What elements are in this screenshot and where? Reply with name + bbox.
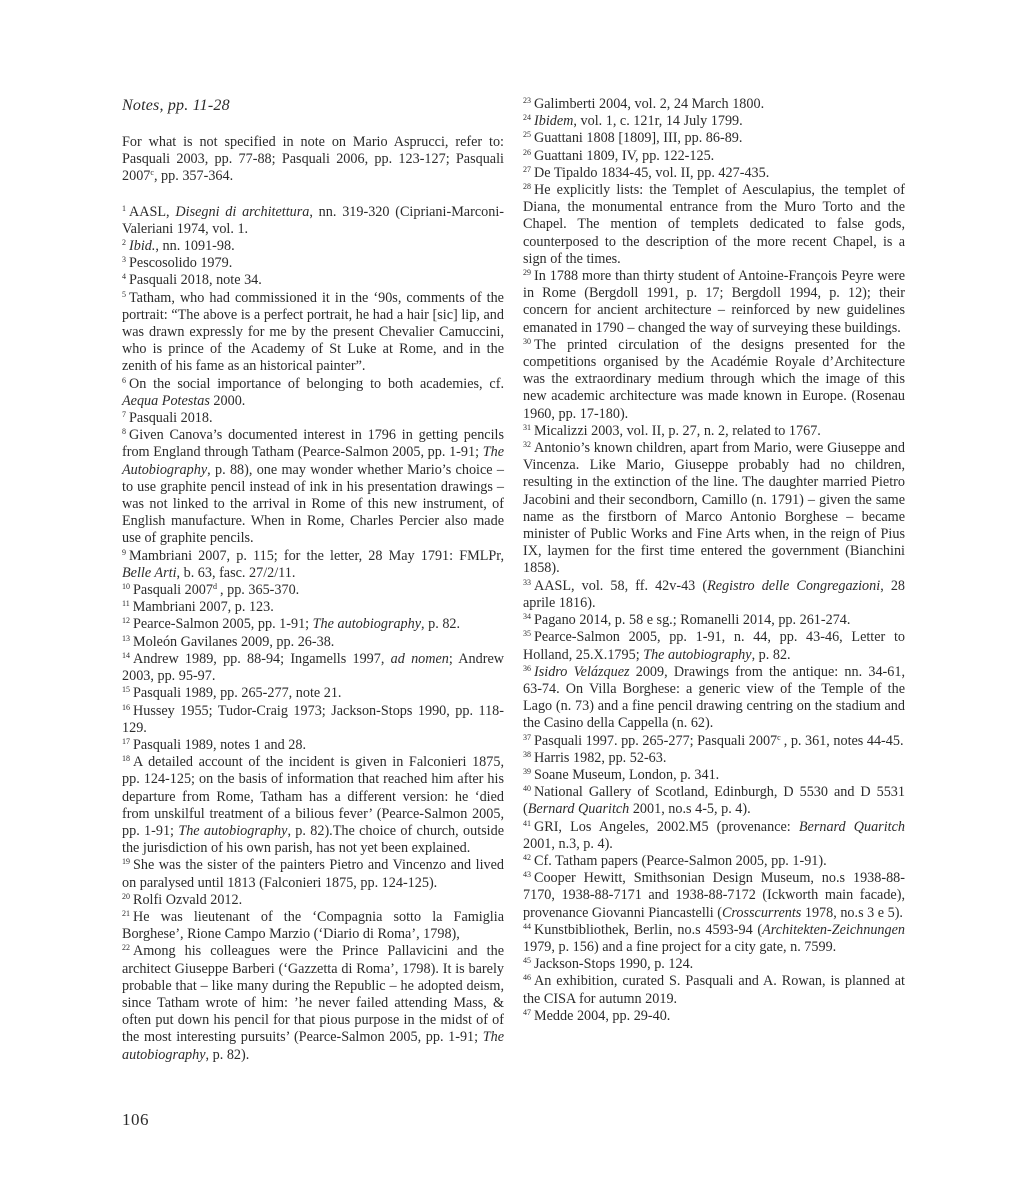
note-text: Given Canova’s documented interest in 1796 in getting pencils from England through Tatham (Pearce-Salmon 2005, pp. 1-91; [122,427,504,461]
note-text: 2001, no.s 4-5, p. 4). [629,801,751,818]
note-text: Pasquali 2018. [129,410,213,427]
note-text: The printed circulation of the designs presented for the competitions organised by the Académie Royale d’Architecture was the extraordinary medium through which the image of this new academic architecture was made known in Europe. (Rosenau 1960, pp. 17-180). [523,336,905,422]
footnote-number: 47 [523,1007,531,1017]
note-text: , p. 88), one may wonder whether Mario’s choice – to use graphite pencil instead of ink in his presentation drawings – was not linked to the arrival in Rome of this new instrument, of English manufacture. When in Rome, Charles Percier also made use of graphite pencils. [122,461,504,547]
footnote-38 [523,750,905,767]
note-text: AASL, vol. 58, ff. 42v-43 ( [534,577,708,594]
italic-text: The autobiography [312,616,422,633]
italic-text: Bernard Quaritch [798,818,905,835]
note-text: Pearce-Salmon 2005, pp. 1-91, n. 44, pp. 43-46, Letter to Holland, 25.X.1795; [523,629,905,663]
footnote-41 [523,819,905,853]
footnote-number: 3 [122,255,126,265]
footnote-number: 28 [523,182,531,192]
note-text: , b. 63, fasc. 27/2/11. [176,564,296,581]
note-text: Hussey 1955; Tudor-Craig 1973; Jackson-Stops 1990, pp. 118-129. [122,702,504,736]
footnote-number: 37 [523,732,531,742]
footnote-40 [523,784,905,818]
footnote-36 [523,664,905,733]
note-text: Rolfi Ozvald 2012. [133,891,243,908]
footnote-number: 20 [122,891,130,901]
footnote-1 [122,204,504,238]
note-text: Among his colleagues were the Prince Pallavicini and the architect Giuseppe Barberi (‘Gazzetta di Roma’, 1798). It is barely probable that – like many during the Republic – he adopted deism, since Tatham wrote of him: ’he never failed attending Mass, & often put down his pencil for that pious purpose in the midst of of the most interesting pursuits’ (Pearce-Salmon 2005, pp. 1-91; [122,943,504,1046]
footnote-number: 8 [122,427,126,437]
footnote-number: 2 [122,238,126,248]
note-text: Antonio’s known children, apart from Mario, were Giuseppe and Vincenza. Like Mario, Giuseppe probably had no children, resulting in the extinction of the line. The daughter married Pietro Jacobini and their secondborn, Camillo (n. 1791) – given the same name as the firstborn of Marco Antonio Borghese – became minister of Public Works and Fine Arts when, in the reign of Pius IX, laymen for the first time entered the government (Bianchini 1858). [523,440,905,577]
italic-text: Disegni di architettura [175,203,310,220]
italic-text: Ibidem [534,113,574,130]
footnote-number: 35 [523,629,531,639]
note-text: , nn. 319-320 (Cipriani-Marconi-Valeriani 1974, vol. 1. [122,203,504,237]
note-text: , p. 82. [421,616,461,633]
footnote-23 [523,96,905,113]
note-text: Pasquali 1989, notes 1 and 28. [133,736,306,753]
footnote-number: 1 [122,203,126,213]
note-text: Tatham, who had commissioned it in the ‘90s, comments of the portrait: “The above is a perfect portrait, he had a hair [sic] lip, and was drawn expressly for me by the present Chevalier Camuccini, who is prince of the Academy of St Luke at Rome, and in the zenith of his fame as an historical painter”. [122,289,504,375]
footnote-10 [122,582,504,599]
notes-column-right [523,96,905,1025]
footnote-number: 12 [122,616,130,626]
footnote-number: 40 [523,784,531,794]
footnote-number: 25 [523,130,531,140]
footnote-number: 5 [122,289,126,299]
footnote-26 [523,148,905,165]
footnote-25 [523,130,905,147]
footnote-number: 4 [122,272,126,282]
footnote-number: 22 [122,943,130,953]
note-text: Cooper Hewitt, Smithsonian Design Museum, no.s 1938-88-7170, 1938-88-7171 and 1938-88-7172 (Ickworth main facade), provenance Giovanni Piancastelli ( [523,870,905,921]
notes-column-left [122,96,504,1064]
note-text: An exhibition, curated S. Pasquali and A. Rowan, is planned at the CISA for autumn 2019. [523,973,905,1007]
footnote-number: 13 [122,633,130,643]
italic-text: ad nomen [390,650,449,667]
note-text: 2001, n.3, p. 4). [523,835,613,852]
note-text: Kunstbibliothek, Berlin, no.s 4593-94 ( [534,921,763,938]
note-text: , p. 82). [205,1046,250,1063]
footnote-28 [523,182,905,268]
note-text: He was lieutenant of the ‘Compagnia sotto la Famiglia Borghese’, Rione Campo Marzio (‘Diario di Roma’, 1798), [122,908,504,943]
note-text: Cf. Tatham papers (Pearce-Salmon 2005, pp. 1-91). [534,852,827,869]
footnote-6 [122,376,504,410]
footnote-number: 9 [122,547,126,557]
superscript-letter: c [150,168,154,178]
footnote-number: 23 [523,96,531,105]
footnote-number: 11 [122,599,130,609]
footnote-33 [523,578,905,612]
note-text: , nn. 1091-98. [155,238,235,255]
footnote-21 [122,909,504,943]
italic-text: Crosscurrents [721,904,802,921]
note-text: In 1788 more than thirty student of Antoine-François Peyre were in Rome (Bergdoll 1991, p. 17; Bergdoll 1994, p. 12); their concern for ancient architecture – reinforced by new guidelines emanated in 1790 – changed the way of surveying these buildings. [523,268,905,336]
footnote-number: 19 [122,857,130,867]
note-text: For what is not specified in note on Mario Asprucci, refer to: Pasquali 2003, pp. 77-88; Pasquali 2006, pp. 123-127; Pasquali 2007 [122,134,504,185]
footnote-37 [523,733,905,750]
footnote-number: 46 [523,973,531,983]
footnote-number: 17 [122,736,130,746]
footnote-12 [122,616,504,633]
note-text: Guattani 1809, IV, pp. 122-125. [534,147,715,164]
note-text: Medde 2004, pp. 29-40. [534,1007,671,1024]
note-text: Pasquali 2007 [133,582,213,599]
footnote-number: 18 [122,754,130,764]
footnote-3 [122,255,504,272]
footnote-44 [523,922,905,956]
note-text: Guattani 1808 [1809], III, pp. 86-89. [534,130,743,147]
note-text: Pearce-Salmon 2005, pp. 1-91; [133,616,313,633]
italic-text: Ibid. [129,238,156,255]
footnote-number: 38 [523,749,531,759]
footnote-number: 44 [523,921,531,931]
footnote-19 [122,857,504,891]
footnote-32 [523,440,905,578]
footnote-14 [122,651,504,685]
italic-text: The Autobiography [122,444,504,478]
note-text: , p. 361, notes 44-45. [783,732,904,749]
footnote-number: 14 [122,650,130,660]
footnote-43 [523,870,905,922]
footnote-4 [122,272,504,289]
note-text: Mambriani 2007, p. 115; for the letter, 28 May 1791: FMLPr, [129,547,504,564]
superscript-letter: d [213,582,217,592]
footnote-30 [523,337,905,423]
italic-text: Aequa Potestas [122,392,210,409]
footnote-47 [523,1008,905,1025]
note-text: , vol. 1, c. 121r, 14 July 1799. [573,113,743,130]
footnote-number: 27 [523,164,531,174]
note-text: On the social importance of belonging to both academies, cf. [129,375,504,392]
footnote-number: 33 [523,577,531,587]
footnote-8 [122,427,504,547]
footnote-number: 39 [523,766,531,776]
footnote-number: 26 [523,147,531,157]
footnote-5 [122,290,504,376]
footnote-24 [523,113,905,130]
footnote-number: 6 [122,375,126,385]
note-text: Moleón Gavilanes 2009, pp. 26-38. [133,633,335,650]
italic-text: The autobiography [643,646,752,663]
footnote-number: 7 [122,410,126,420]
footnote-15 [122,685,504,702]
note-text: Pasquali 1997. pp. 265-277; Pasquali 2007 [534,732,778,749]
footnote-20 [122,892,504,909]
footnote-42 [523,853,905,870]
note-text: Pagano 2014, p. 58 e sg.; Romanelli 2014, pp. 261-274. [534,612,851,629]
footnote-number: 43 [523,870,531,880]
footnote-16 [122,703,504,737]
italic-text: Isidro Velázquez [534,663,630,680]
footnote-29 [523,268,905,337]
page-number: 106 [122,1110,149,1129]
footnote-number: 36 [523,663,531,673]
note-text: She was the sister of the painters Pietro and Vincenzo and lived on paralysed until 1813 (Falconieri 1875, pp. 124-125). [122,857,504,891]
footnote-2 [122,238,504,255]
note-text: 1979, p. 156) and a fine project for a city gate, n. 7599. [523,938,837,955]
footnote-number: 10 [122,582,130,592]
note-text: 2000. [209,392,246,409]
note-text: , pp. 357-364. [153,168,234,185]
italic-text: The autobiography [178,822,288,839]
note-text: , p. 82).The choice of church, outside the jurisdiction of his own parish, has not yet been explained. [122,822,504,857]
footnote-number: 24 [523,113,531,123]
footnote-7 [122,410,504,427]
italic-text: Architekten-Zeichnungen [762,921,905,938]
footnote-number: 32 [523,440,531,450]
footnote-number: 42 [523,852,531,862]
note-text: , 28 aprile 1816). [523,577,906,611]
italic-text: Bernard Quaritch [527,801,630,818]
note-text: Mambriani 2007, p. 123. [132,599,274,616]
note-text: Pasquali 2018, note 34. [129,272,262,289]
note-text: ; Andrew 2003, pp. 95-97. [122,650,504,685]
note-text: AASL, [129,203,176,220]
footnote-9 [122,548,504,582]
note-text: National Gallery of Scotland, Edinburgh, D 5530 and D 5531 ( [523,784,905,818]
footnote-number: 34 [523,612,531,622]
footnote-18 [122,754,504,857]
footnote-number: 30 [523,336,531,346]
footnote-number: 41 [523,818,531,828]
note-text: GRI, Los Angeles, 2002.M5 (provenance: [534,818,799,835]
note-text: Pescosolido 1979. [129,255,233,272]
footnote-11 [122,599,504,616]
footnote-number: 45 [523,956,531,966]
notes-list-right [523,96,905,1025]
note-text: , p. 82. [751,646,791,663]
footnote-17 [122,737,504,754]
italic-text: Belle Arti [122,564,177,581]
note-text: Galimberti 2004, vol. 2, 24 March 1800. [534,96,765,112]
footnote-27 [523,165,905,182]
footnote-number: 21 [122,908,130,918]
italic-text: Registro delle Congregazioni [707,577,881,594]
note-text: Pasquali 1989, pp. 265-277, note 21. [133,685,342,702]
footnote-number: 16 [122,702,130,712]
footnote-number: 15 [122,685,130,695]
note-text: A detailed account of the incident is given in Falconieri 1875, pp. 124-125; on the basis of information that reached him after his departure from Rome, Tatham has a different version: he ‘died from unskilful treatment of a bilious fever’ (Pearce-Salmon 2005, pp. 1-91; [122,754,504,839]
footnote-35 [523,629,905,663]
intro-paragraph [122,134,504,186]
note-text: De Tipaldo 1834-45, vol. II, pp. 427-435. [534,164,770,181]
note-text: Soane Museum, London, p. 341. [534,766,720,783]
footnote-number: 29 [523,268,531,278]
note-text: Andrew 1989, pp. 88-94; Ingamells 1997, [133,650,391,667]
footnote-39 [523,767,905,784]
footnote-31 [523,423,905,440]
note-text: Jackson-Stops 1990, p. 124. [534,956,694,973]
footnote-22 [122,943,504,1063]
note-text: Micalizzi 2003, vol. II, p. 27, n. 2, related to 1767. [534,422,821,439]
note-text: , pp. 365-370. [220,582,300,599]
footnote-number: 31 [523,422,531,432]
italic-text: The autobiography [122,1029,504,1063]
superscript-letter: c [777,732,781,742]
footnote-45 [523,956,905,973]
note-text: He explicitly lists: the Templet of Aesculapius, the templet of Diana, the monumental entrance from the Muro Torto and the Chapel. The mention of templets dedicated to false gods, counterposed to the description of the more recent Chapel, is a sign of the times. [523,182,905,267]
footnote-13 [122,634,504,651]
note-text: 2009, Drawings from the antique: nn. 34-61, 63-74. On Villa Borghese: a generic view of the Temple of the Lago (n. 73) and a fine pencil drawing centring on the stadium and the Casino della Cappella (n. 62). [523,663,906,732]
note-text: 1978, no.s 3 e 5). [801,904,903,921]
footnote-34 [523,612,905,629]
note-text: Harris 1982, pp. 52-63. [534,749,667,766]
footnote-46 [523,973,905,1007]
section-title: Notes, pp. 11-28 [122,97,230,114]
notes-list-left [122,204,504,1064]
